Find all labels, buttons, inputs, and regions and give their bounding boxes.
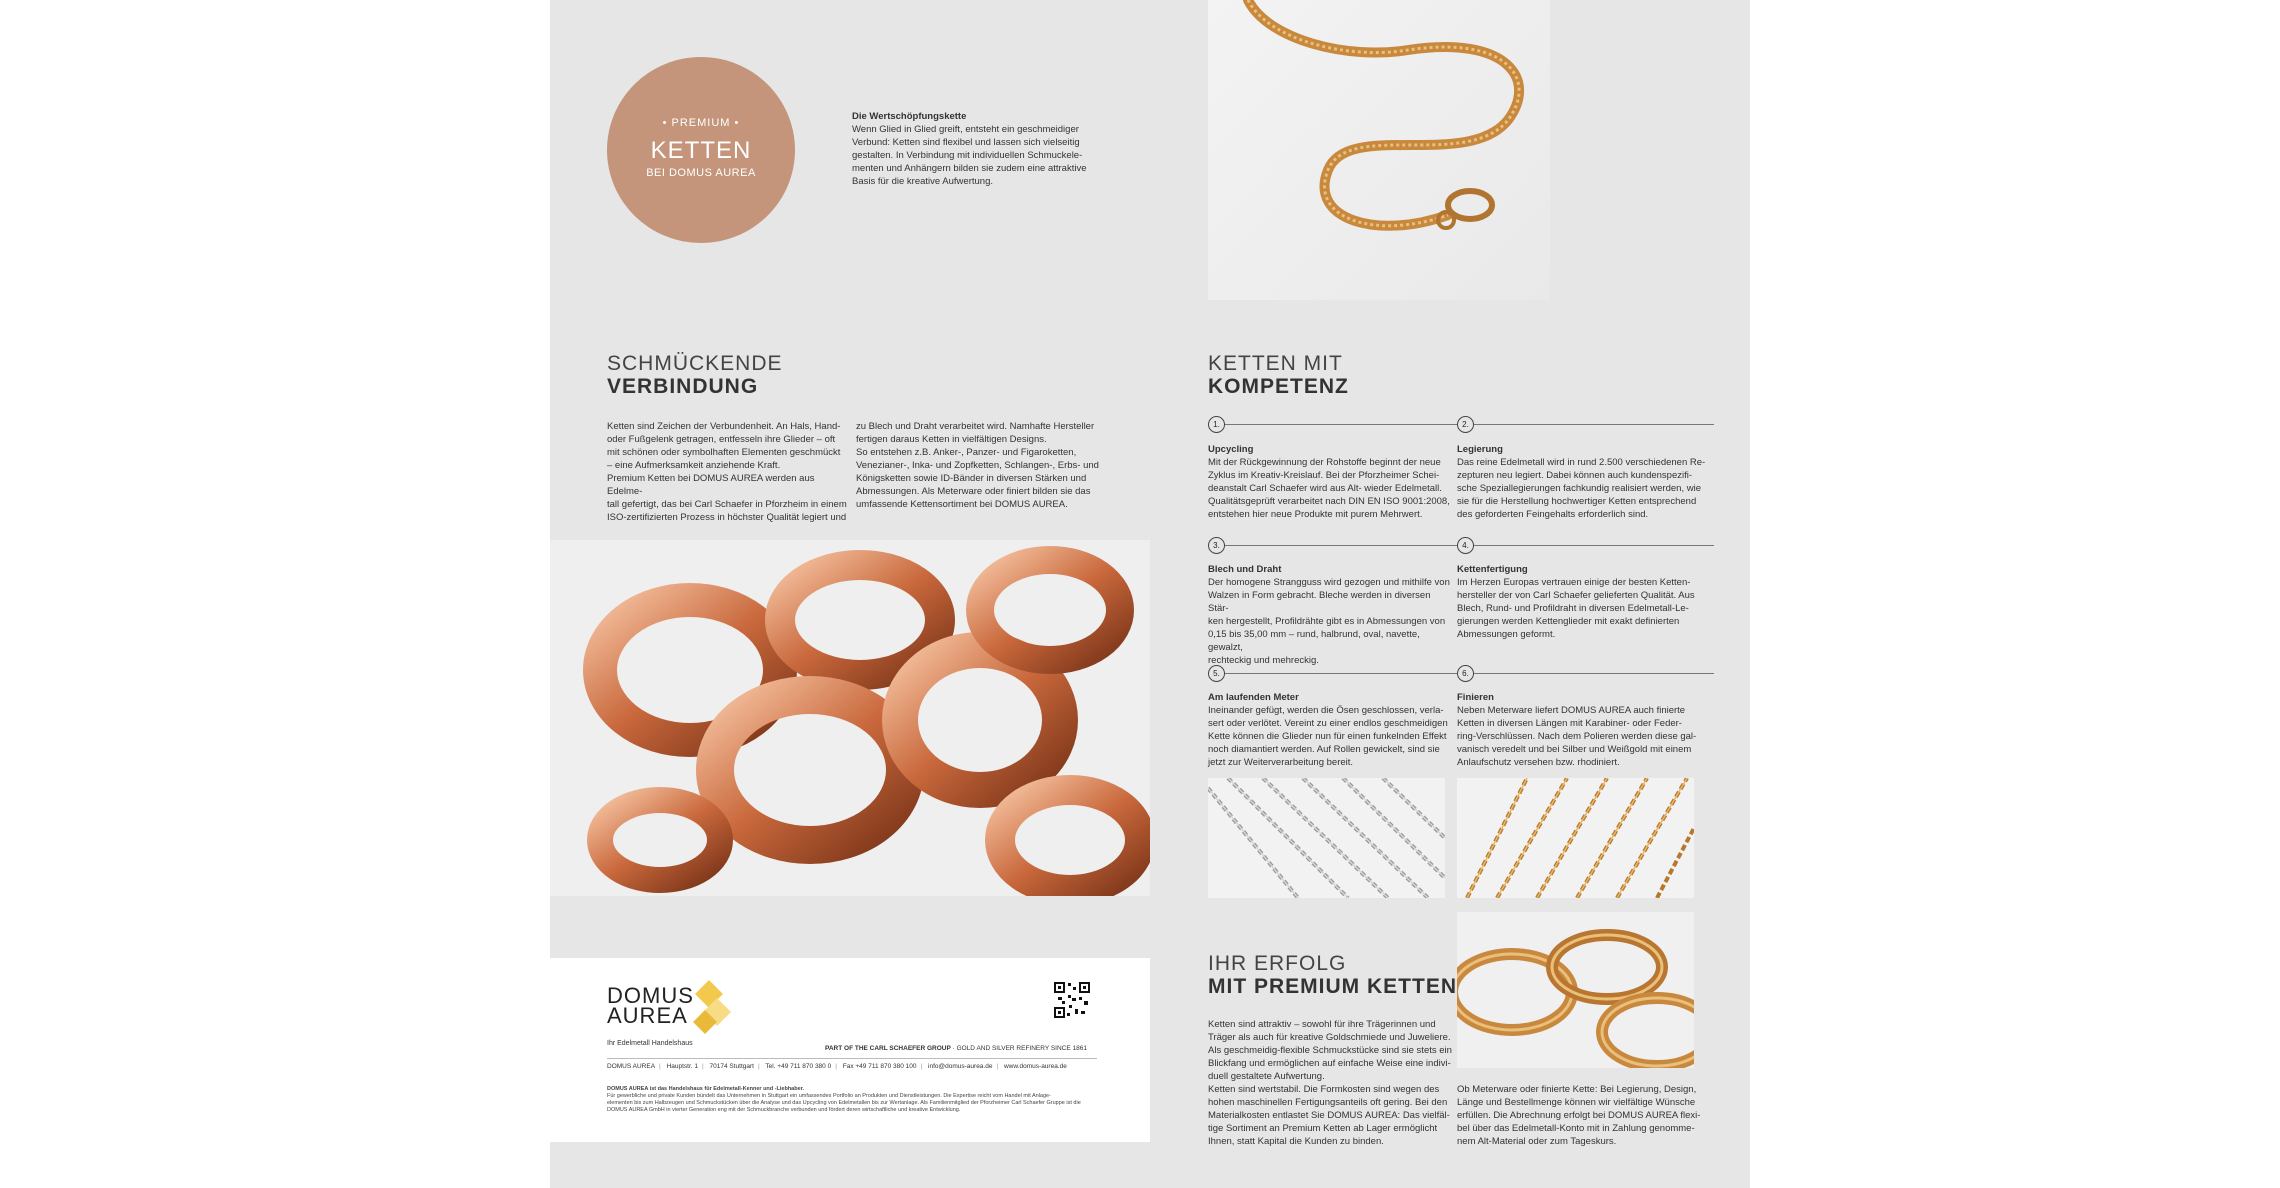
body-line: zu Blech und Draht verarbeitet wird. Namhafte Hersteller [856, 421, 1095, 432]
badge-title: KETTEN [650, 137, 752, 164]
step-line: deanstalt Carl Schaefer wird aus Alt- wieder Edelmetall. [1208, 483, 1442, 494]
body-line: Ihnen, statt Kapital die Kunden zu binden. [1208, 1136, 1384, 1147]
right-heading-light: KETTEN MIT [1208, 352, 1343, 375]
step-line: Mit der Rückgewinnung der Rohstoffe beginnt der neue [1208, 457, 1441, 468]
intro-line: Verbund: Ketten sind flexibel und lassen sich vielseitig [852, 137, 1080, 148]
body-line: Blickfang und ermöglichen auf einfache Weise eine indivi- [1208, 1058, 1451, 1069]
contact-email-link[interactable]: info@domus-aurea.de [928, 1063, 993, 1070]
rose-gold-links-photo [550, 540, 1150, 896]
footer-divider [607, 1058, 1097, 1059]
body-line: Venezianer-, Inka- und Zopfketten, Schlangen-, Erbs- und [856, 460, 1099, 471]
body-line: bel über das Edelmetall-Konto mit in Zahlung genomme- [1457, 1123, 1695, 1134]
body-line: tall gefertigt, das bei Carl Schaefer in Pforzheim in einem [607, 499, 847, 510]
success-heading-light: IHR ERFOLG [1208, 952, 1347, 975]
fine-line: elementen bis zum Halbzeugen und Schmuckstücken über die Analyse und das Upcycling von Edelmetallen bis zur Wertanlage. Als Familienmitglied der Pforzheimer Carl Schaefer Gruppe ist die [607, 1100, 1081, 1106]
step-line: Kette können die Glieder nun für einen funkelnden Effekt [1208, 731, 1447, 742]
group-line [825, 1045, 1087, 1052]
step-line: Ketten in diversen Längen mit Karabiner- oder Feder- [1457, 718, 1682, 729]
step-line: sie für die Herstellung hochwertiger Ketten entsprechend [1457, 496, 1697, 507]
step-line: hersteller der von Carl Schaefer gelieferten Qualität. Aus [1457, 590, 1695, 601]
step-line: 0,15 bis 35,00 mm – rund, halbrund, oval, navette, gewalzt, [1208, 629, 1420, 653]
fine-line: DOMUS AUREA ist das Handelshaus für Edelmetall-Kenner und -Liebhaber. [607, 1086, 805, 1092]
group-rest: · GOLD AND SILVER REFINERY SINCE 1861 [950, 1045, 1087, 1052]
contact-city: 70174 Stuttgart [709, 1063, 754, 1070]
step-number: 5. [1208, 665, 1225, 682]
body-line: ISO-zertifizierten Prozess in höchster Qualität legiert und [607, 512, 847, 523]
step-title: Blech und Draht [1208, 564, 1282, 575]
step-line: Anlaufschutz versehen bzw. rhodiniert. [1457, 757, 1620, 768]
left-heading-light: SCHMÜCKENDE [607, 352, 783, 375]
step-title: Finieren [1457, 692, 1494, 703]
step-line: noch diamantiert werden. Auf Rollen gewickelt, sind sie [1208, 744, 1440, 755]
footer [550, 958, 1150, 1142]
body-line: Ketten sind attraktiv – sowohl für ihre Trägerinnen und [1208, 1019, 1436, 1030]
step-blech-draht [1208, 563, 1453, 667]
step-line: entstehen hier neue Produkte mit purem Mehrwert. [1208, 509, 1423, 520]
step-line: Qualitätsgeprüft verarbeitet nach DIN EN ISO 9001:2008, [1208, 496, 1450, 507]
snake-chain-photo [1208, 0, 1550, 300]
body-line: oder Fußgelenk getragen, entfesseln ihre Glieder – oft [607, 434, 836, 445]
body-line: erfüllen. Die Abrechnung erfolgt bei DOMUS AUREA flexi- [1457, 1110, 1701, 1121]
step-title: Legierung [1457, 444, 1503, 455]
logo-line2: AUREA [607, 1003, 688, 1028]
body-line: – eine Aufmerksamkeit anziehende Kraft. [607, 460, 781, 471]
step-line: ring-Verschlüssen. Nach dem Polieren werden diese gal- [1457, 731, 1697, 742]
body-line: Königsketten sowie ID-Bänder in diversen Stärken und [856, 473, 1087, 484]
success-body-col2 [1457, 1083, 1707, 1148]
step-title: Kettenfertigung [1457, 564, 1528, 575]
step-line: Abmessungen geformt. [1457, 629, 1556, 640]
silver-chains-photo [1208, 778, 1445, 898]
body-line: duell gestaltete Aufwertung. [1208, 1071, 1325, 1082]
body-line: fertigen daraus Ketten in vielfältigen Designs. [856, 434, 1047, 445]
step-number: 1. [1208, 416, 1225, 433]
step-line: Zyklus im Kreativ-Kreislauf. Bei der Pforzheimer Schei- [1208, 470, 1440, 481]
step-line: Ineinander gefügt, werden die Ösen geschlossen, verla- [1208, 705, 1444, 716]
step-line: Das reine Edelmetall wird in rund 2.500 verschiedenen Re- [1457, 457, 1706, 468]
step-line: Im Herzen Europas vertrauen einige der besten Ketten- [1457, 577, 1691, 588]
body-line: Ketten sind Zeichen der Verbundenheit. An Hals, Hand- [607, 421, 841, 432]
brochure-spread [550, 0, 1750, 1188]
left-body-col2 [856, 420, 1106, 511]
body-line: nem Alt-Material oder zum Tageskurs. [1457, 1136, 1617, 1147]
intro-text [852, 110, 1092, 188]
contact-fax: Fax +49 711 870 380 100 [842, 1063, 917, 1070]
footer-fine-print [607, 1086, 1107, 1114]
step-title: Upcycling [1208, 444, 1254, 455]
left-body-col1 [607, 420, 852, 524]
intro-line: menten und Anhängern bilden sie zudem eine attraktive [852, 163, 1087, 174]
body-line: Länge und Bestellmenge können wir vielfältige Wünsche [1457, 1097, 1696, 1108]
step-number: 2. [1457, 416, 1474, 433]
step-number: 6. [1457, 665, 1474, 682]
fine-line: DOMUS AUREA GmbH in vierter Generation eng mit der Schmuckbranche verbunden und fördert deren wirtschaftliche und kreative Entwicklung. [607, 1107, 961, 1113]
logo-tagline: Ihr Edelmetall Handelshaus [607, 1040, 693, 1047]
body-line: mit schönen oder symbolhaften Elementen geschmückt [607, 447, 841, 458]
body-line: Ob Meterware oder finierte Kette: Bei Legierung, Design, [1457, 1084, 1697, 1095]
body-line: Als geschmeidig-flexible Schmuckstücke sind sie stets ein [1208, 1045, 1452, 1056]
step-line: Blech, Rund- und Profildraht in diversen Edelmetall-Le- [1457, 603, 1689, 614]
step-line: sche Speziallegierungen fachkundig realisiert werden, wie [1457, 483, 1701, 494]
step-am-laufenden-meter [1208, 691, 1453, 769]
gold-chains-photo [1457, 778, 1694, 898]
contact-line: DOMUS AUREA | Hauptstr. 1 | 70174 Stuttgart | Tel. +49 711 870 380 0 | Fax +49 711 870 380 100 | info@domus-aurea.de | www.domus-aurea.de [607, 1063, 1067, 1070]
contact-phone: Tel. +49 711 870 380 0 [765, 1063, 832, 1070]
body-line: tige Sortiment an Premium Ketten ab Lager ermöglicht [1208, 1123, 1438, 1134]
qr-code[interactable] [1053, 981, 1091, 1019]
success-heading-bold: MIT PREMIUM KETTEN [1208, 975, 1457, 998]
contact-website-link[interactable]: www.domus-aurea.de [1003, 1063, 1067, 1070]
step-line: des geforderten Feingehalts erforderlich sind. [1457, 509, 1649, 520]
right-heading-bold: KOMPETENZ [1208, 375, 1349, 398]
logo-mark-icon [689, 980, 731, 1040]
step-line: sert oder verlötet. Vereint zu einer endlos geschmeidigen [1208, 718, 1448, 729]
step-title: Am laufenden Meter [1208, 692, 1299, 703]
body-line: Materialkosten entlastet Sie DOMUS AUREA: Das vielfäl- [1208, 1110, 1450, 1121]
body-line: hohen maschinellen Fertigungsanteils oft gering. Bei den [1208, 1097, 1448, 1108]
intro-line: gestalten. In Verbindung mit individuellen Schmuckele- [852, 150, 1083, 161]
body-line: Träger als auch für kreative Goldschmiede und Juweliere. [1208, 1032, 1451, 1043]
step-line: vanisch veredelt und bei Silber und Weißgold mit einem [1457, 744, 1692, 755]
success-body-col1 [1208, 1018, 1453, 1148]
logo [607, 983, 694, 1047]
step-kettenfertigung [1457, 563, 1707, 641]
fine-line: Für gewerbliche und private Kunden bündelt das Unternehmen in Stuttgart ein umfassendes Portfolio an Produkten und Dienstleistungen. Die Expertise reicht vom Handel mit Anlage- [607, 1093, 1051, 1099]
contact-street: Hauptstr. 1 [666, 1063, 698, 1070]
step-legierung [1457, 443, 1707, 521]
logo-line1: DOMUS [607, 983, 694, 1008]
intro-heading: Die Wertschöpfungskette [852, 111, 967, 122]
badge-kicker: • PREMIUM • [662, 117, 740, 129]
step-line: Der homogene Strangguss wird gezogen und mithilfe von [1208, 577, 1450, 588]
badge-subtitle: BEI DOMUS AUREA [646, 167, 756, 179]
gold-oval-links-photo [1457, 912, 1694, 1068]
step-line: zepturen neu legiert. Dabei können auch kundenspezifi- [1457, 470, 1693, 481]
contact-company: DOMUS AUREA [607, 1063, 656, 1070]
step-line: Walzen in Form gebracht. Bleche werden in diversen Stär- [1208, 590, 1431, 614]
step-line: jetzt zur Weiterverarbeitung bereit. [1208, 757, 1354, 768]
left-heading-bold: VERBINDUNG [607, 375, 759, 398]
step-upcycling [1208, 443, 1453, 521]
step-number: 3. [1208, 537, 1225, 554]
step-line: Neben Meterware liefert DOMUS AUREA auch finierte [1457, 705, 1686, 716]
body-line: umfassende Kettensortiment bei DOMUS AUREA. [856, 499, 1068, 510]
body-line: So entstehen z.B. Anker-, Panzer- und Figaroketten, [856, 447, 1077, 458]
step-line: gierungen werden Kettenglieder mit exakt definierten [1457, 616, 1680, 627]
step-line: rechteckig und mehreckig. [1208, 655, 1319, 666]
intro-line: Wenn Glied in Glied greift, entsteht ein geschmeidiger [852, 124, 1079, 135]
step-finieren [1457, 691, 1707, 769]
body-line: Premium Ketten bei DOMUS AUREA werden aus Edelme- [607, 473, 815, 497]
premium-badge [607, 57, 795, 243]
step-number: 4. [1457, 537, 1474, 554]
body-line: Abmessungen. Als Meterware oder finiert bilden sie das [856, 486, 1091, 497]
intro-line: Basis für die kreative Aufwertung. [852, 176, 993, 187]
body-line: Ketten sind wertstabil. Die Formkosten sind wegen des [1208, 1084, 1440, 1095]
group-bold: PART OF THE CARL SCHAEFER GROUP [825, 1045, 951, 1052]
step-line: ken hergestellt, Profildrähte gibt es in Abmessungen von [1208, 616, 1446, 627]
